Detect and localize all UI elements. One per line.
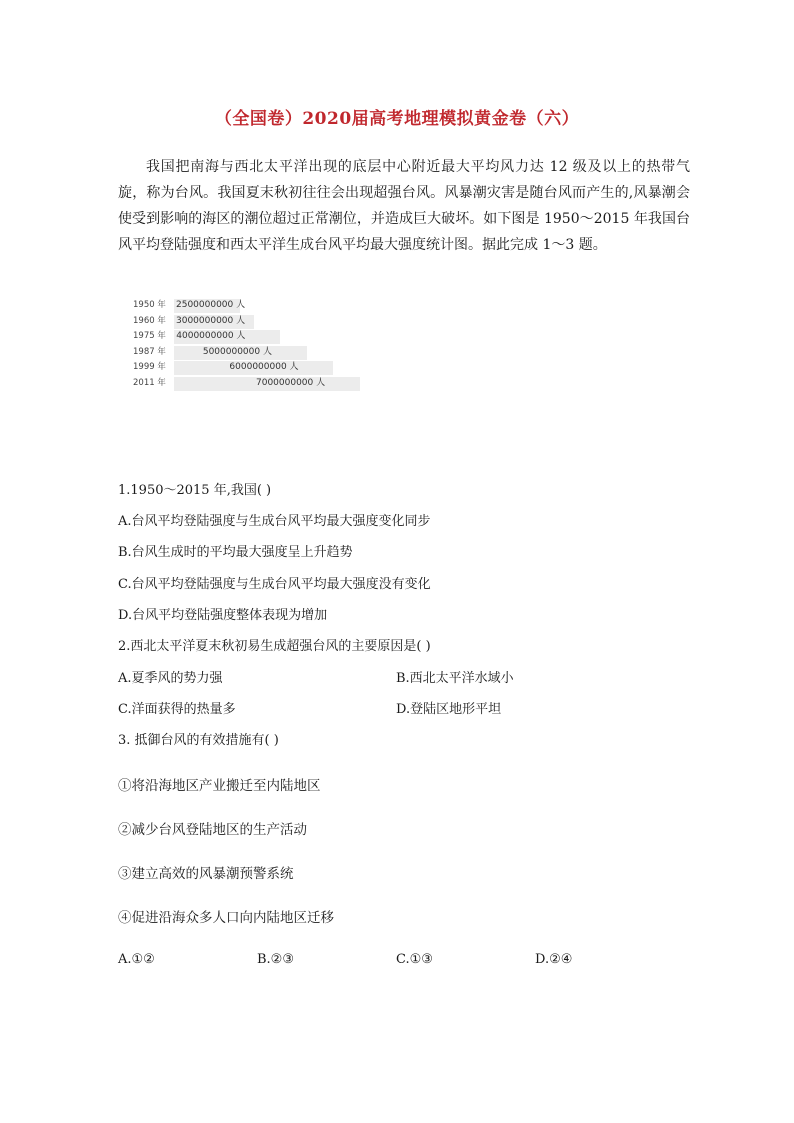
chart-row	[128, 345, 368, 360]
chart-value-label: 7000000000 人	[256, 377, 326, 388]
population-bar-chart	[128, 298, 368, 402]
chart-row	[128, 376, 368, 391]
question-2-option-d: D.登陆区地形平坦	[396, 702, 502, 717]
question-1-stem: 1.1950～2015 年,我国( )	[118, 483, 272, 498]
question-3-option-c: C.①③	[396, 952, 433, 967]
question-3-item-2: ②减少台风登陆地区的生产活动	[118, 822, 307, 838]
page-title: （全国卷）2020届高考地理模拟黄金卷（六）	[214, 109, 580, 129]
question-3-item-3: ③建立高效的风暴潮预警系统	[118, 866, 294, 882]
chart-category-label: 1960 年	[133, 315, 166, 326]
question-2-option-b: B.西北太平洋水域小	[396, 671, 514, 686]
question-1-option-a: A.台风平均登陆强度与生成台风平均最大强度变化同步	[118, 514, 431, 529]
question-3-option-a: A.①②	[118, 952, 155, 967]
question-2-stem: 2.西北太平洋夏末秋初易生成超强台风的主要原因是( )	[118, 639, 431, 654]
chart-value-label: 4000000000 人	[176, 331, 246, 341]
question-3-item-1: ①将沿海地区产业搬迁至内陆地区	[118, 778, 321, 794]
chart-category-label: 1999 年	[133, 362, 166, 372]
question-3-item-4: ④促进沿海众多人口向内陆地区迁移	[118, 910, 334, 926]
chart-row	[128, 360, 368, 375]
chart-row	[128, 314, 368, 329]
chart-category-label: 1987 年	[133, 346, 166, 357]
question-1-option-c: C.台风平均登陆强度与生成台风平均最大强度没有变化	[118, 577, 431, 592]
chart-category-label: 2011 年	[133, 377, 166, 388]
intro-paragraph: 我国把南海与西北太平洋出现的底层中心附近最大平均风力达 12 级及以上的热带气旋，称为台风。我国夏末秋初往往会出现超强台风。风暴潮灾害是随台风而产生的,风暴潮会使受到影响的海区的潮位超过正常潮位，并造成巨大破坏。如下图是 1950～2015 年我国台风平均登陆强度和西太平洋生成台风平均最大强度统计图。据此完成 1～3 题。	[118, 159, 690, 253]
chart-row	[128, 329, 368, 344]
question-3-option-d: D.②④	[535, 952, 573, 967]
chart-value-label: 2500000000 人	[176, 300, 246, 310]
question-1-option-d: D.台风平均登陆强度整体表现为增加	[118, 608, 328, 623]
question-2-option-a: A.夏季风的势力强	[118, 671, 223, 686]
question-2-option-c: C.洋面获得的热量多	[118, 702, 236, 717]
question-1-option-b: B.台风生成时的平均最大强度呈上升趋势	[118, 545, 353, 560]
question-3-stem: 3. 抵御台风的有效措施有( )	[118, 733, 279, 748]
chart-category-label: 1975 年	[133, 331, 166, 341]
chart-category-label: 1950 年	[133, 300, 166, 310]
chart-value-label: 5000000000 人	[202, 346, 272, 357]
question-3-option-b: B.②③	[257, 952, 294, 967]
chart-value-label: 3000000000 人	[176, 315, 246, 326]
chart-value-label: 6000000000 人	[229, 362, 299, 372]
chart-row	[128, 298, 368, 313]
